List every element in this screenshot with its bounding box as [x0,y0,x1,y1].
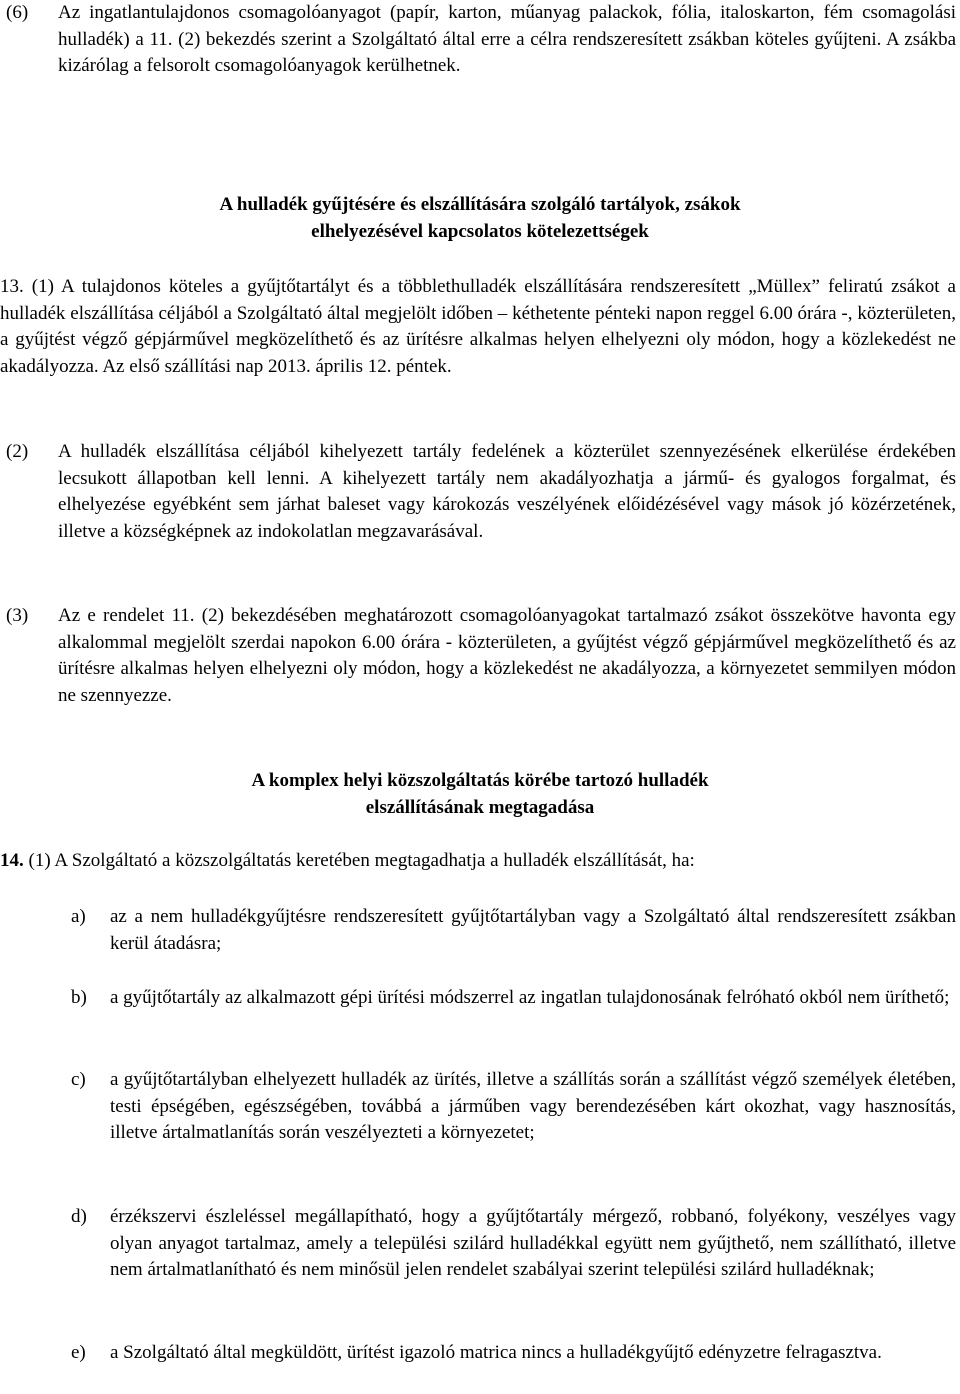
heading-line: elhelyezésével kapcsolatos kötelezettségek [311,221,649,242]
section-heading [0,191,960,245]
section-heading [0,767,960,821]
paragraph-number: (3) [6,605,29,626]
section-number: 14. [0,850,24,871]
list-label: b) [71,987,87,1008]
list-label: c) [71,1069,86,1090]
heading-line: A komplex helyi közszolgáltatás körébe tartozó hulladék [251,770,709,791]
list-text: érzékszervi észleléssel megállapítható, hogy a gyűjtőtartály mérgező, robbanó, folyékony, veszélyes vagy olyan anyagot tartalmaz, amely a települési szilárd hulladékkal együtt nem gyűjthető, nem szállítható, illetve nem ártalmatlanítható és nem minősül jelen rendelet szabályai szerint települési szilárd hulladéknak; [110,1206,956,1280]
paragraph-14-1 [0,848,956,875]
heading-line: A hulladék gyűjtésére és elszállítására szolgáló tartályok, zsákok [219,194,741,215]
list-label: e) [71,1342,86,1363]
heading-line: elszállításának megtagadása [365,797,595,818]
list-label: d) [71,1206,87,1227]
paragraph-text: (1) A Szolgáltató a közszolgáltatás keretében megtagadhatja a hulladék elszállítását, ha: [28,850,695,871]
list-text: a gyűjtőtartályban elhelyezett hulladék az ürítés, illetve a szállítás során a szállítást végző személyek életében, testi épségében, egészségében, továbbá a járműben vagy berendezésében kárt okozhat, vagy hasznosítás, illetve ártalmatlanítás során veszélyezteti a környezetet; [110,1069,956,1143]
list-text: a gyűjtőtartály az alkalmazott gépi ürítési módszerrel az ingatlan tulajdonosának felróható okból nem üríthető; [110,987,950,1008]
paragraph-number: (2) [6,441,29,462]
paragraph-text: A hulladék elszállítása céljából kihelyezett tartály fedelének a közterület szennyezésének elkerülése érdekében lecsukott állapotban kell lenni. A kihelyezett tartály nem akadályozhatja a jármű- és gyalogos forgalmat, és elhelyezése egyébként sem járhat baleset vagy károkozás veszélyének előidézésével vagy mások jó közérzetének, illetve a községképnek az indokolatlan megzavarásával. [58,441,956,542]
paragraph-13-1: 13. (1) A tulajdonos köteles a gyűjtőtartályt és a többlethulladék elszállítására rendszeresített „Müllex” feliratú zsákot a hulladék elszállítása céljából a Szolgáltató által megjelölt időben – kéthetente pénteki napon reggel 6.00 órára -, közterületen, a gyűjtést végző gépjárművel megközelíthető és az ürítésre alkalmas helyen elhelyezni oly módon, hogy a közlekedést ne akadályozza. Az első szállítási nap 2013. április 12. péntek. [0,276,956,377]
paragraph-number: (6) [6,2,29,23]
list-label: a) [71,906,86,927]
paragraph-text: Az e rendelet 11. (2) bekezdésében meghatározott csomagolóanyagokat tartalmazó zsákot összekötve havonta egy alkalommal megjelölt szerdai napokon 6.00 órára - közterületen, a gyűjtést végző gépjárművel megközelíthető és az ürítésre alkalmas helyen elhelyezni oly módon, hogy a közlekedést ne akadályozza, a környezetet semmilyen módon ne szennyezze. [58,605,956,706]
paragraph-text: Az ingatlantulajdonos csomagolóanyagot (papír, karton, műanyag palackok, fólia, italoskarton, fém csomagolási hulladék) a 11. (2) bekezdés szerint a Szolgáltató által erre a célra rendszeresített zsákban köteles gyűjteni. A zsákba kizárólag a felsorolt csomagolóanyagok kerülhetnek. [58,2,956,76]
list-text: a Szolgáltató által megküldött, ürítést igazoló matrica nincs a hulladékgyűjtő edényzetre felragasztva. [110,1342,882,1363]
list-text: az a nem hulladékgyűjtésre rendszeresített gyűjtőtartályban vagy a Szolgáltató által rendszeresített zsákban kerül átadásra; [110,906,956,954]
